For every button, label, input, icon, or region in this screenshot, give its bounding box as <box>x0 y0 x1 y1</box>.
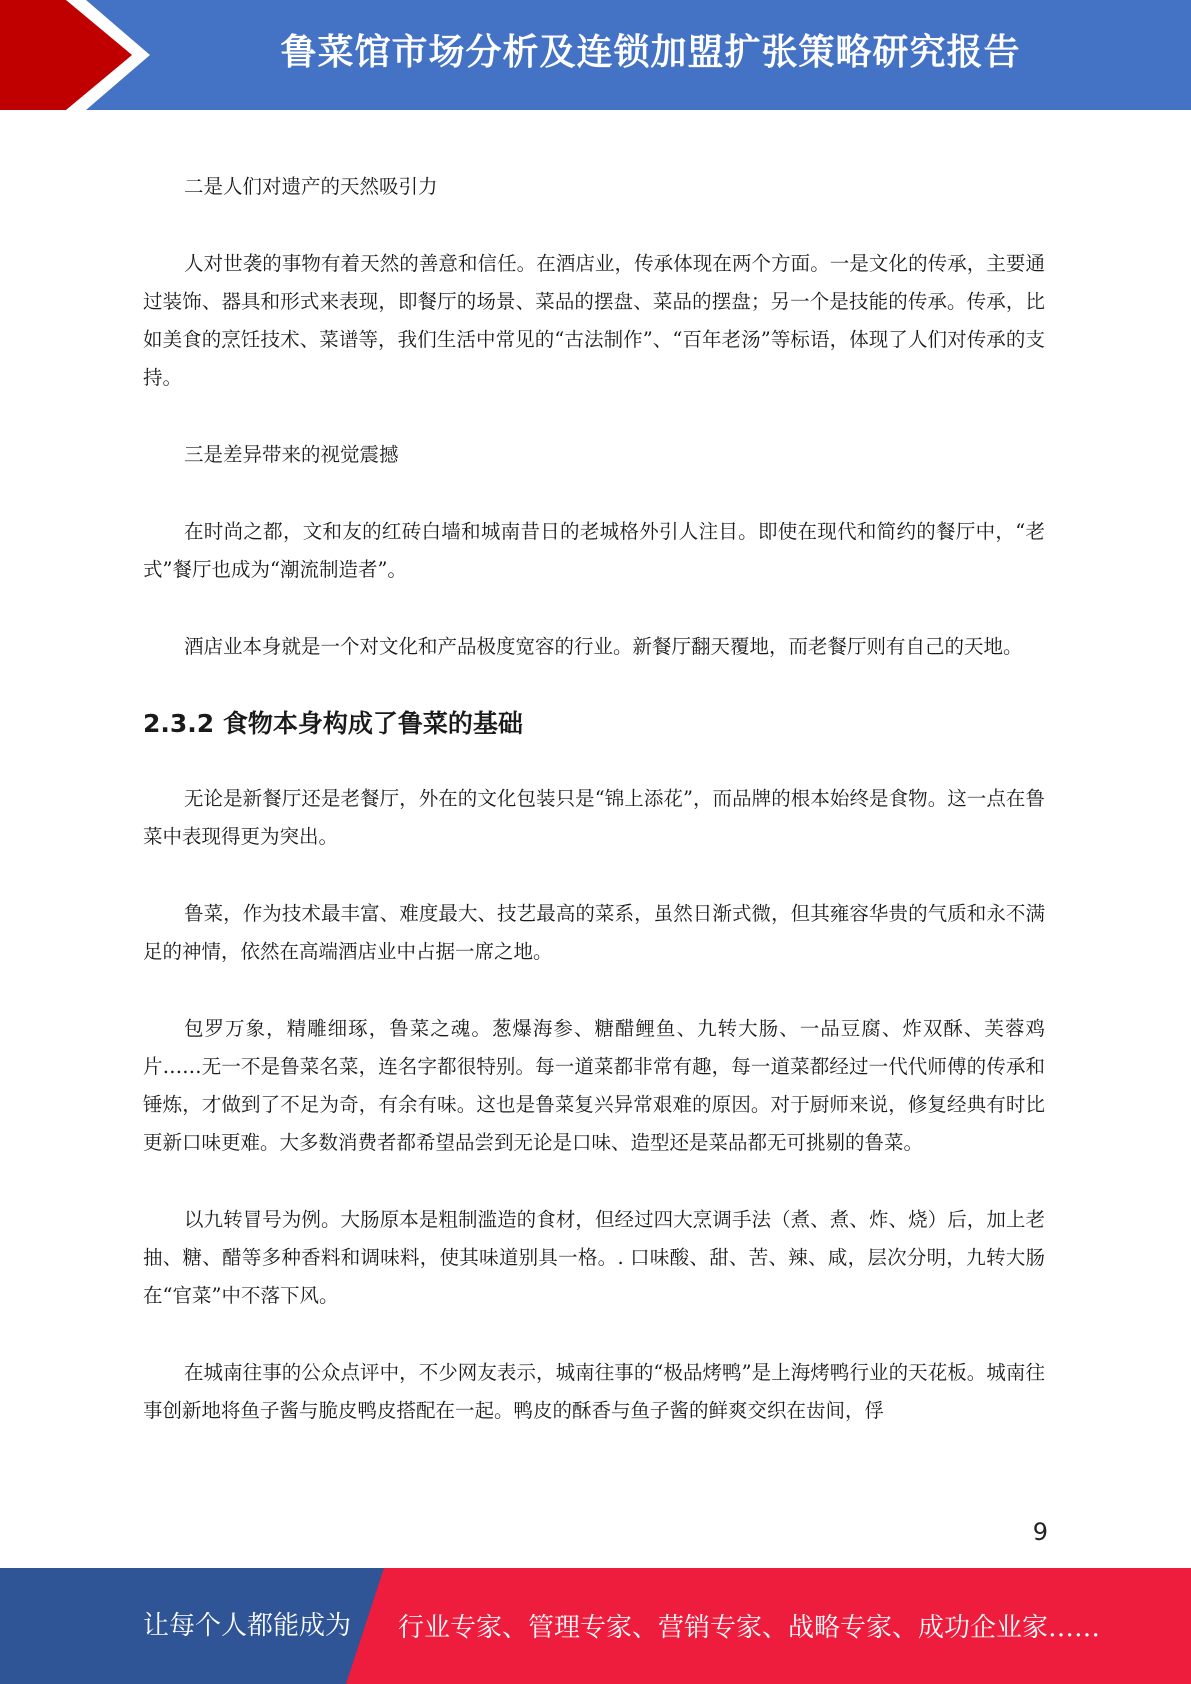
paragraph: 二是人们对遗产的天然吸引力 <box>184 175 438 198</box>
paragraph: 无论是新餐厅还是老餐厅，外在的文化包装只是“锦上添花”，而品牌的根本始终是食物。这一点在鲁菜中表现得更为突出。 <box>143 787 1045 848</box>
header-banner <box>0 0 1191 110</box>
page-number: 9 <box>1032 1518 1048 1546</box>
paragraph: 酒店业本身就是一个对文化和产品极度宽容的行业。新餐厅翻天覆地，而老餐厅则有自己的天地。 <box>184 635 1023 658</box>
paragraph: 包罗万象，精雕细琢，鲁菜之魂。葱爆海参、糖醋鲤鱼、九转大肠、一品豆腐、炸双酥、芙蓉鸡片……无一不是鲁菜名菜，连名字都很特别。每一道菜都非常有趣，每一道菜都经过一代代师傅的传承和锤炼，才做到了不足为奇，有余有味。这也是鲁菜复兴异常艰难的原因。对于厨师来说，修复经典有时比更新口味更难。大多数消费者都希望品尝到无论是口味、造型还是菜品都无可挑剔的鲁菜。 <box>143 1017 1045 1154</box>
paragraph: 在城南往事的公众点评中，不少网友表示，城南往事的“极品烤鸭”是上海烤鸭行业的天花板。城南往事创新地将鱼子酱与脆皮鸭皮搭配在一起。鸭皮的酥香与鱼子酱的鲜爽交织在齿间，俘 <box>143 1361 1045 1422</box>
paragraph: 在时尚之都，文和友的红砖白墙和城南昔日的老城格外引人注目。即使在现代和简约的餐厅中，“老式”餐厅也成为“潮流制造者”。 <box>143 520 1045 581</box>
header-chevron-decoration <box>0 0 160 110</box>
paragraph: 以九转冒号为例。大肠原本是粗制滥造的食材，但经过四大烹调手法（煮、煮、炸、烧）后，加上老抽、糖、醋等多种香料和调味料，使其味道别具一格。. 口味酸、甜、苦、辣、咸，层次分明，九转大肠在“官菜”中不落下风。 <box>143 1208 1045 1307</box>
document-title: 鲁菜馆市场分析及连锁加盟扩张策略研究报告 <box>280 32 1021 73</box>
footer-banner <box>0 1568 1191 1684</box>
document-body <box>143 168 1045 1469</box>
paragraph: 人对世袭的事物有着天然的善意和信任。在酒店业，传承体现在两个方面。一是文化的传承，主要通过装饰、器具和形式来表现，即餐厅的场景、菜品的摆盘、菜品的摆盘；另一个是技能的传承。传承，比如美食的烹饪技术、菜谱等，我们生活中常见的“古法制作”、“百年老汤”等标语，体现了人们对传承的支持。 <box>143 252 1045 389</box>
paragraph: 三是差异带来的视觉震撼 <box>184 443 399 466</box>
footer-slogan-left: 让每个人都能成为 <box>143 1611 352 1641</box>
footer-slogan-right: 行业专家、管理专家、营销专家、战略专家、成功企业家…… <box>398 1613 1101 1643</box>
paragraph: 鲁菜，作为技术最丰富、难度最大、技艺最高的菜系，虽然日渐式微，但其雍容华贵的气质和永不满足的神情，依然在高端酒店业中占据一席之地。 <box>143 902 1045 963</box>
section-heading: 2.3.2 食物本身构成了鲁菜的基础 <box>143 709 523 738</box>
